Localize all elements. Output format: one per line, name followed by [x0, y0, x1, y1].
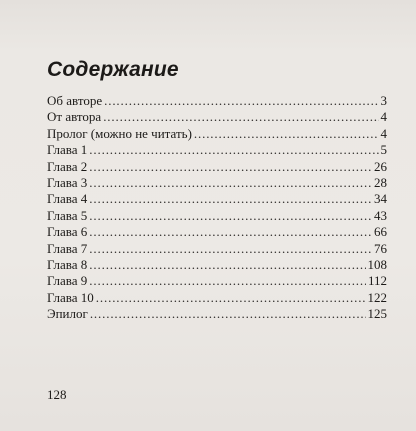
toc-leader-dots: [90, 306, 366, 322]
page-number: 128: [47, 387, 67, 402]
toc-entry-page: 26: [374, 158, 387, 174]
toc-leader-dots: [89, 159, 372, 175]
toc-entry-label: От автора: [47, 109, 102, 125]
toc-entry: [47, 159, 387, 175]
toc-entry-label: Пролог (можно не читать): [47, 125, 192, 141]
table-of-contents: [47, 93, 387, 322]
toc-entry-label: Об авторе: [47, 93, 103, 108]
toc-leader-dots: [89, 257, 365, 273]
toc-entry: [47, 93, 387, 109]
toc-entry: [47, 306, 387, 322]
toc-leader-dots: [103, 109, 378, 125]
toc-entry: [47, 257, 387, 273]
toc-leader-dots: [89, 241, 372, 257]
toc-entry-label: Эпилог: [47, 306, 88, 322]
toc-entry: [47, 142, 387, 158]
toc-entry-page: 3: [380, 93, 387, 108]
toc-leader-dots: [96, 290, 366, 306]
toc-entry: [47, 126, 387, 142]
toc-entry-page: 66: [374, 224, 387, 240]
toc-entry: [47, 208, 387, 224]
toc-entry-label: Глава 10: [47, 289, 94, 305]
toc-entry: [47, 224, 387, 240]
toc-leader-dots: [89, 142, 378, 158]
toc-entry-page: 112: [367, 273, 387, 289]
toc-entry-label: Глава 8: [47, 256, 88, 272]
toc-leader-dots: [89, 224, 372, 240]
toc-entry-page: 76: [374, 240, 387, 256]
toc-entry: [47, 191, 387, 207]
toc-leader-dots: [89, 273, 366, 289]
toc-entry-page: 125: [367, 306, 387, 322]
toc-entry-label: Глава 9: [47, 273, 88, 289]
toc-entry: [47, 290, 387, 306]
toc-entry-page: 28: [374, 174, 387, 190]
toc-entry-label: Глава 6: [47, 224, 88, 240]
toc-entry: [47, 175, 387, 191]
toc-leader-dots: [89, 175, 372, 191]
toc-leader-dots: [89, 208, 372, 224]
toc-entry-label: Глава 5: [47, 207, 88, 223]
toc-entry-page: 4: [380, 109, 387, 125]
toc-entry-label: Глава 7: [47, 240, 88, 256]
toc-leader-dots: [194, 126, 379, 142]
page-title: Содержание: [47, 58, 179, 81]
toc-entry-page: 34: [374, 191, 387, 207]
toc-entry-page: 5: [380, 142, 387, 158]
toc-leader-dots: [104, 93, 378, 109]
toc-entry-label: Глава 3: [47, 174, 88, 190]
toc-entry: [47, 109, 387, 125]
toc-entry-page: 122: [367, 289, 387, 305]
toc-entry: [47, 241, 387, 257]
toc-entry-page: 4: [380, 125, 387, 141]
toc-entry-page: 108: [367, 256, 387, 272]
toc-entry-label: Глава 1: [47, 142, 88, 158]
toc-entry: [47, 273, 387, 289]
toc-entry-label: Глава 4: [47, 191, 88, 207]
toc-entry-page: 43: [374, 207, 387, 223]
toc-entry-label: Глава 2: [47, 158, 88, 174]
toc-leader-dots: [89, 191, 372, 207]
